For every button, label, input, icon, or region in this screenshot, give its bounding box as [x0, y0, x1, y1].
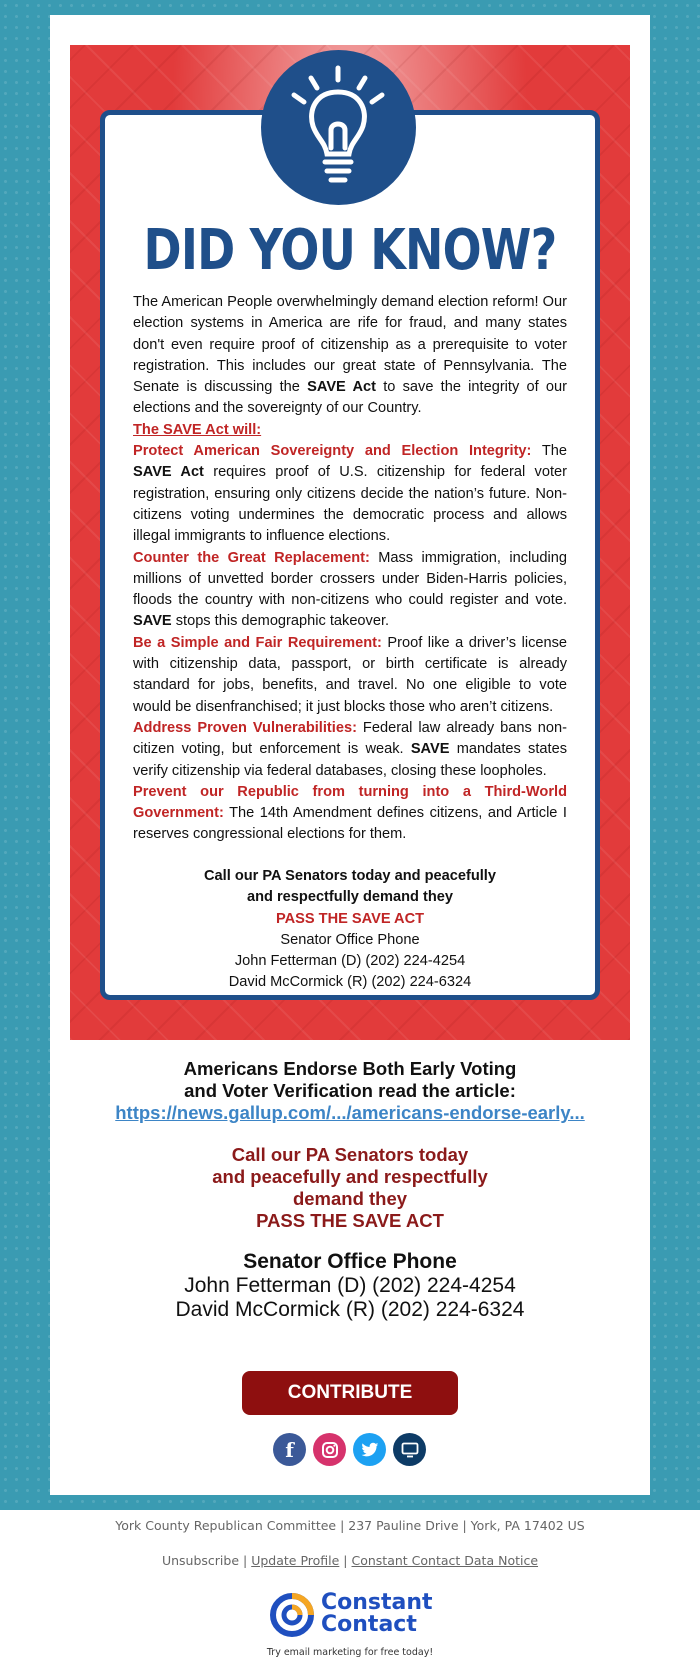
footer-links: [0, 1553, 700, 1568]
point-heading: Address Proven Vulnerabilities:: [133, 719, 357, 736]
cc-line: Contact: [321, 1612, 417, 1637]
page-title: DID YOU KNOW?: [143, 218, 557, 283]
endorse-heading: and Voter Verification read the article:: [184, 1080, 516, 1101]
separator: |: [339, 1553, 352, 1568]
constant-contact-wordmark[interactable]: [321, 1592, 433, 1636]
endorse-heading: Americans Endorse Both Early Voting: [183, 1058, 517, 1079]
point-text: Proof like a driver’s license with citizenship data, passport, or birth certificate is already standard for jobs, benefits, and travel. No one eligible to vote would be disenfranchised; it just blocks those who aren’t citizens.: [133, 634, 568, 715]
call2-line: Call our PA Senators today: [231, 1144, 469, 1165]
point-text: The 14th Amendment defines citizens, and Article I reserves congressional elections for them.: [133, 805, 567, 843]
pass-save-act: PASS THE SAVE ACT: [275, 910, 425, 927]
senator-phone-title: Senator Office Phone: [243, 1250, 457, 1273]
call-line: Call our PA Senators today and peacefully: [204, 868, 496, 884]
point-text: requires proof of U.S. citizenship for federal voter registration, ensuring only citizens decide the nation’s future. Non-citizens voting undermines the democratic process and allows illegal immigrants to influence elections.: [133, 464, 567, 545]
point-text: The: [531, 443, 567, 460]
point-text: stops this demographic takeover.: [171, 613, 390, 630]
footer-address: York County Republican Committee | 237 Pauline Drive | York, PA 17402 US: [115, 1518, 585, 1533]
gallup-link[interactable]: https://news.gallup.com/.../americans-endorse-early...: [115, 1102, 585, 1123]
intro-text-2: to save the integrity of our elections and the sovereignty of our Country.: [133, 379, 567, 417]
point-requirement: [133, 633, 567, 718]
intro-bold: SAVE Act: [307, 379, 376, 396]
point-bold: SAVE Act: [133, 464, 204, 481]
point-bold: SAVE: [410, 741, 450, 758]
point-text: mandates states verify citizenship via federal databases, closing these loopholes.: [133, 741, 567, 779]
call-line: and respectfully demand they: [247, 889, 453, 906]
point-heading: Prevent our Republic from turning into a Third-World Government:: [133, 783, 567, 822]
save-act-heading: The SAVE Act will:: [133, 421, 262, 438]
point-heading: Be a Simple and Fair Requirement:: [133, 634, 382, 651]
point-bold: SAVE: [133, 613, 172, 630]
contribute-button[interactable]: CONTRIBUTE: [242, 1371, 458, 1415]
intro-paragraph: [133, 292, 567, 420]
call2-line: and peacefully and respectfully: [212, 1166, 488, 1187]
point-heading: Protect American Sovereignty and Election Integrity:: [133, 443, 532, 460]
call2-pass: PASS THE SAVE ACT: [256, 1210, 444, 1231]
panel-call-to-action: [133, 866, 567, 994]
separator: |: [239, 1553, 252, 1568]
point-text: Mass immigration, including millions of unvetted border crossers under Biden-Harris policies, floods the country with non-citizens who could register and vote.: [133, 549, 567, 609]
senator-phone-mccormick: David McCormick (R) (202) 224-6324: [175, 1298, 525, 1321]
facebook-icon[interactable]: f: [273, 1433, 306, 1466]
phone-mccormick: David McCormick (R) (202) 224-6324: [228, 974, 472, 991]
point-replacement: [133, 548, 567, 633]
update-profile-link[interactable]: Update Profile: [251, 1553, 340, 1568]
lightbulb-icon: [261, 50, 416, 205]
senator-phone-fetterman: John Fetterman (D) (202) 224-4254: [184, 1274, 516, 1297]
instagram-icon[interactable]: [313, 1433, 346, 1466]
cc-tagline[interactable]: Try email marketing for free today!: [266, 1647, 434, 1658]
website-icon[interactable]: [393, 1433, 426, 1466]
point-heading: Counter the Great Replacement:: [133, 549, 370, 566]
unsubscribe-link[interactable]: Unsubscribe: [161, 1553, 240, 1568]
point-text: Federal law already bans non-citizen voting, but enforcement is weak.: [133, 719, 567, 758]
point-sovereignty: [133, 441, 567, 547]
twitter-icon[interactable]: [353, 1433, 386, 1466]
endorse-section: [50, 1058, 650, 1322]
phone-fetterman: John Fetterman (D) (202) 224-4254: [234, 953, 466, 970]
data-notice-link[interactable]: Constant Contact Data Notice: [351, 1553, 539, 1568]
call2-line: demand they: [292, 1188, 408, 1209]
point-republic: [133, 782, 567, 846]
article-body: [133, 292, 567, 846]
point-vulnerabilities: [133, 718, 567, 782]
cc-line: Constant: [321, 1590, 433, 1615]
phone-label: Senator Office Phone: [280, 931, 420, 948]
intro-text: The American People overwhelmingly demand election reform! Our election systems in America are rife for fraud, and many states don't even require proof of citizenship as a prerequisite to voter registration. This includes our great state of Pennsylvania. The Senate is discussing the: [133, 294, 567, 396]
